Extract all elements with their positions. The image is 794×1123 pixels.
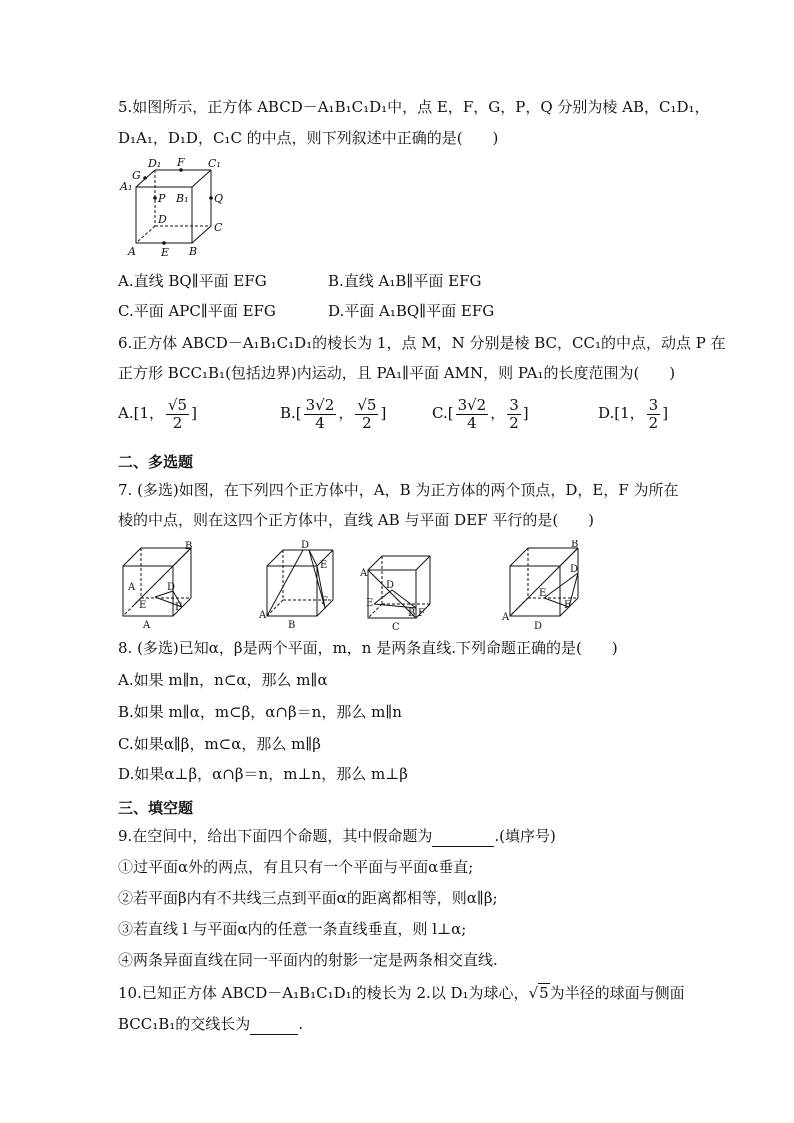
q6-option-d: D.[1， $\frac{3}{2}$ ] bbox=[598, 395, 669, 432]
svg-text:D: D bbox=[570, 564, 579, 575]
label-a1: A₁ bbox=[120, 180, 133, 193]
svg-text:B: B bbox=[288, 620, 296, 631]
label-e: E bbox=[161, 246, 170, 259]
svg-text:A: A bbox=[259, 610, 267, 621]
label-d: D bbox=[158, 213, 167, 226]
q5-option-b: B.直线 A₁B∥平面 EFG bbox=[328, 272, 482, 290]
svg-text:F: F bbox=[564, 600, 571, 611]
q10-line1: 10.已知正方体 ABCD－A₁B₁C₁D₁的棱长为 2.以 D₁为球心，√5为半径的球面与侧面 bbox=[118, 984, 685, 1002]
q6-line2: 正方形 BCC₁B₁(包括边界)内运动，且 PA₁∥平面 AMN，则 PA₁的长度范围为( ) bbox=[118, 364, 676, 382]
q9-item-2: ②若平面β内有不共线三点到平面α的距离都相等，则α∥β; bbox=[118, 889, 498, 907]
svg-text:D: D bbox=[386, 580, 395, 591]
label-f: F bbox=[177, 156, 185, 169]
q7-cube-d bbox=[500, 540, 584, 632]
q7-line2: 棱的中点，则在这四个正方体中，直线 AB 与平面 DEF 平行的是( ) bbox=[118, 511, 595, 529]
q5-cube-figure bbox=[118, 155, 230, 261]
q9-answer-blank bbox=[432, 826, 494, 847]
section-fill-blank-heading: 三、填空题 bbox=[118, 799, 194, 817]
q6-option-b: B.[ $\frac{3√2}{4}$ ， $\frac{√5}{2}$ ] bbox=[280, 395, 387, 432]
section-multiple-choice-heading: 二、多选题 bbox=[118, 453, 194, 471]
q5-option-d: D.平面 A₁BQ∥平面 EFG bbox=[328, 302, 495, 320]
svg-text:F: F bbox=[321, 596, 328, 607]
q7-cube-c bbox=[358, 548, 438, 632]
label-c: C bbox=[214, 221, 223, 234]
q5-option-c: C.平面 APC∥平面 EFG bbox=[118, 302, 276, 320]
svg-text:E: E bbox=[366, 598, 374, 609]
label-g: G bbox=[132, 169, 141, 182]
q7-cube-b bbox=[257, 540, 337, 632]
svg-text:A: A bbox=[502, 612, 510, 623]
svg-text:B: B bbox=[408, 608, 416, 619]
q7-caption-c: C bbox=[392, 622, 400, 632]
label-c1: C₁ bbox=[208, 157, 221, 170]
svg-text:B: B bbox=[185, 541, 193, 552]
q10-answer-blank bbox=[250, 1014, 298, 1035]
q7-caption-d: D bbox=[534, 621, 543, 632]
label-p: P bbox=[158, 192, 166, 205]
q10-line2: BCC₁B₁的交线长为 . bbox=[118, 1015, 304, 1033]
q6-option-a: A.[1， $\frac{√5}{2}$ ] bbox=[118, 395, 197, 432]
q9-item-4: ④两条异面直线在同一平面内的射影一定是两条相交直线. bbox=[118, 951, 498, 969]
q8-option-c: C.如果α∥β，m⊂α，那么 m∥β bbox=[118, 735, 321, 753]
label-q: Q bbox=[214, 192, 224, 205]
svg-text:F: F bbox=[418, 608, 425, 619]
svg-text:F: F bbox=[175, 602, 182, 613]
q6-option-c: C.[ $\frac{3√2}{4}$ ， $\frac{3}{2}$ ] bbox=[432, 395, 529, 432]
q8-option-b: B.如果 m∥α，m⊂β，α∩β＝n，那么 m∥n bbox=[118, 703, 402, 721]
q9-stem: 9.在空间中，给出下面四个命题，其中假命题为 .(填序号) bbox=[118, 827, 556, 845]
q5-line1: 5.如图所示，正方体 ABCD－A₁B₁C₁D₁中，点 E，F，G，P，Q 分别为棱 AB，C₁D₁， bbox=[118, 98, 710, 116]
q7-caption-a: A bbox=[143, 620, 151, 631]
q9-item-1: ①过平面α外的两点，有且只有一个平面与平面α垂直; bbox=[118, 858, 474, 876]
label-b1: B₁ bbox=[176, 192, 189, 205]
q8-option-d: D.如果α⊥β，α∩β＝n，m⊥n，那么 m⊥β bbox=[118, 765, 408, 783]
q5-line2: D₁A₁，D₁D，C₁C 的中点，则下列叙述中正确的是( ) bbox=[118, 129, 499, 147]
svg-text:E: E bbox=[139, 600, 147, 611]
q9-item-3: ③若直线 l 与平面α内的任意一条直线垂直，则 l⊥α; bbox=[118, 920, 467, 938]
svg-text:E: E bbox=[539, 588, 547, 599]
svg-text:E: E bbox=[320, 560, 328, 571]
label-a: A bbox=[128, 245, 136, 258]
svg-text:A: A bbox=[360, 568, 368, 579]
svg-text:D: D bbox=[167, 582, 176, 593]
q7-line1: 7. (多选)如图，在下列四个正方体中，A，B 为正方体的两个顶点，D，E，F 为所在 bbox=[118, 481, 679, 499]
q8-stem: 8. (多选)已知α，β是两个平面，m，n 是两条直线.下列命题正确的是( ) bbox=[118, 639, 618, 657]
q7-cube-a bbox=[115, 540, 195, 632]
svg-text:D: D bbox=[301, 540, 310, 551]
q6-line1: 6.正方体 ABCD－A₁B₁C₁D₁的棱长为 1，点 M，N 分别是棱 BC，CC₁的中点，动点 P 在 bbox=[118, 334, 726, 352]
label-b: B bbox=[189, 245, 198, 258]
q8-option-a: A.如果 m∥n，n⊂α，那么 m∥α bbox=[118, 671, 328, 689]
label-d1: D₁ bbox=[148, 157, 162, 170]
q5-option-a: A.直线 BQ∥平面 EFG bbox=[118, 272, 267, 290]
svg-text:A: A bbox=[128, 582, 136, 593]
svg-text:B: B bbox=[571, 540, 579, 550]
